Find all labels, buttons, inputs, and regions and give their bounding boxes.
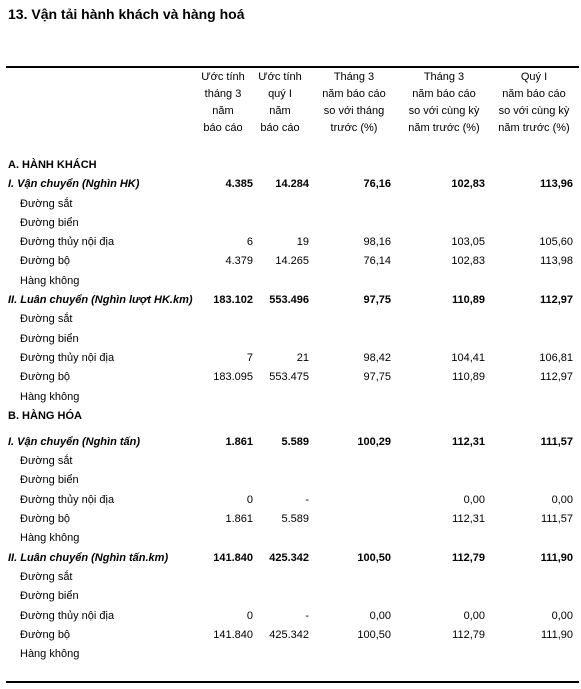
header-line: Ước tính bbox=[201, 71, 245, 83]
cell-col-4: 0,00 bbox=[463, 609, 485, 622]
header-line: năm báo cáo bbox=[502, 88, 566, 100]
cell-col-1: 4.379 bbox=[225, 255, 253, 268]
cell-col-4: 110,89 bbox=[452, 371, 485, 384]
row-label: Đường sắt bbox=[20, 313, 73, 326]
cell-col-4: 104,41 bbox=[451, 351, 485, 364]
row-label: Đường bộ bbox=[20, 513, 71, 526]
row-label: Đường biển bbox=[20, 590, 79, 603]
cell-col-3: 0,00 bbox=[369, 609, 391, 622]
group-row bbox=[6, 549, 579, 568]
row-label: I. Vận chuyển (Nghìn tấn) bbox=[8, 435, 141, 448]
cell-col-1: 1.861 bbox=[225, 513, 253, 526]
cell-col-2: - bbox=[305, 609, 309, 622]
header-line: Tháng 3 bbox=[423, 71, 465, 83]
group-row bbox=[6, 433, 579, 452]
cell-col-5: 0,00 bbox=[551, 493, 573, 506]
table-bottom-rule bbox=[6, 681, 579, 683]
table-row bbox=[6, 388, 579, 407]
table-row bbox=[6, 252, 579, 271]
cell-col-2: 553.475 bbox=[269, 371, 309, 384]
header-line: trước (%) bbox=[330, 122, 378, 134]
cell-col-2: 5.589 bbox=[281, 513, 309, 526]
header-col-4 bbox=[398, 69, 490, 137]
header-line: năm báo cáo bbox=[412, 88, 476, 100]
table-body bbox=[6, 156, 579, 664]
cell-col-1: 0 bbox=[246, 493, 253, 506]
header-line: năm bbox=[212, 105, 234, 117]
cell-col-4: 112,31 bbox=[451, 435, 485, 448]
header-line: báo cáo bbox=[203, 122, 243, 134]
cell-col-3: 100,50 bbox=[357, 628, 391, 641]
header-line: so với tháng bbox=[323, 105, 385, 117]
cell-col-5: 111,57 bbox=[540, 435, 573, 448]
cell-col-4: 102,83 bbox=[451, 178, 485, 191]
cell-col-3: 98,16 bbox=[363, 236, 391, 249]
row-label: Hàng không bbox=[20, 532, 80, 545]
row-label: II. Luân chuyển (Nghìn tấn.km) bbox=[8, 551, 169, 564]
cell-col-5: 0,00 bbox=[551, 609, 573, 622]
cell-col-5: 111,57 bbox=[540, 513, 573, 526]
cell-col-1: 183.095 bbox=[213, 371, 253, 384]
cell-col-1: 7 bbox=[246, 351, 253, 364]
cell-col-2: 14.284 bbox=[275, 178, 309, 191]
row-label: Đường sắt bbox=[20, 197, 73, 210]
cell-col-4: 112,79 bbox=[451, 551, 485, 564]
cell-col-4: 112,79 bbox=[452, 628, 485, 641]
header-line: so với cùng kỳ bbox=[408, 105, 480, 117]
table-row bbox=[6, 452, 579, 471]
header-col-2 bbox=[252, 69, 308, 137]
table-row bbox=[6, 471, 579, 490]
row-label: Đường thủy nội địa bbox=[20, 493, 115, 506]
table-row bbox=[6, 195, 579, 214]
cell-col-5: 106,81 bbox=[539, 351, 573, 364]
table-row bbox=[6, 272, 579, 291]
cell-col-2: 425.342 bbox=[269, 551, 309, 564]
table-row bbox=[6, 349, 579, 368]
cell-col-3: 100,50 bbox=[357, 551, 391, 564]
cell-col-2: 5.589 bbox=[281, 435, 309, 448]
cell-col-4: 112,31 bbox=[452, 513, 485, 526]
row-label: Đường bộ bbox=[20, 255, 71, 268]
table-row bbox=[6, 214, 579, 233]
cell-col-5: 113,98 bbox=[540, 255, 573, 268]
table-row bbox=[6, 529, 579, 548]
row-label: Đường biển bbox=[20, 474, 79, 487]
row-label: Đường sắt bbox=[20, 455, 73, 468]
row-label: Hàng không bbox=[20, 648, 80, 661]
cell-col-1: 0 bbox=[246, 609, 253, 622]
cell-col-2: 553.496 bbox=[269, 294, 309, 307]
table-row bbox=[6, 607, 579, 626]
cell-col-5: 111,90 bbox=[540, 551, 573, 564]
cell-col-5: 111,90 bbox=[540, 628, 573, 641]
cell-col-4: 103,05 bbox=[451, 236, 485, 249]
cell-col-4: 0,00 bbox=[463, 493, 485, 506]
cell-col-4: 102,83 bbox=[451, 255, 485, 268]
cell-col-2: - bbox=[305, 493, 309, 506]
table-row bbox=[6, 330, 579, 349]
cell-col-5: 113,96 bbox=[539, 178, 573, 191]
cell-col-2: 425.342 bbox=[269, 628, 309, 641]
cell-col-3: 97,75 bbox=[363, 371, 391, 384]
row-label: Hàng không bbox=[20, 274, 80, 287]
header-col-1 bbox=[196, 69, 250, 137]
cell-col-3: 100,29 bbox=[357, 435, 391, 448]
header-line: so với cùng kỳ bbox=[498, 105, 570, 117]
header-col-5 bbox=[490, 69, 578, 137]
page-title: 13. Vận tải hành khách và hàng hoá bbox=[8, 6, 245, 22]
cell-col-1: 6 bbox=[246, 236, 253, 249]
table-row bbox=[6, 626, 579, 645]
row-label: B. HÀNG HÓA bbox=[8, 409, 82, 422]
header-line: tháng 3 bbox=[204, 88, 242, 100]
table-row bbox=[6, 368, 579, 387]
table-row bbox=[6, 491, 579, 510]
group-row bbox=[6, 175, 579, 194]
table-header bbox=[6, 67, 579, 137]
section-row bbox=[6, 407, 579, 433]
cell-col-1: 141.840 bbox=[213, 551, 253, 564]
header-line: Tháng 3 bbox=[333, 71, 375, 83]
header-line: năm báo cáo bbox=[322, 88, 386, 100]
cell-col-2: 19 bbox=[296, 236, 309, 249]
table-row bbox=[6, 310, 579, 329]
header-line: Ước tính bbox=[258, 71, 302, 83]
cell-col-1: 141.840 bbox=[213, 628, 253, 641]
header-line: báo cáo bbox=[260, 122, 300, 134]
cell-col-3: 76,16 bbox=[363, 178, 391, 191]
table-row bbox=[6, 568, 579, 587]
header-line: Quý I bbox=[520, 71, 548, 83]
header-line: năm trước (%) bbox=[498, 122, 570, 134]
cell-col-1: 1.861 bbox=[225, 435, 253, 448]
header-line: năm trước (%) bbox=[408, 122, 480, 134]
row-label: Đường sắt bbox=[20, 570, 73, 583]
table-row bbox=[6, 587, 579, 606]
cell-col-1: 4.385 bbox=[225, 178, 253, 191]
header-line: quý I bbox=[268, 88, 292, 100]
cell-col-3: 97,75 bbox=[363, 294, 391, 307]
header-col-3 bbox=[314, 69, 394, 137]
row-label: Đường thủy nội địa bbox=[20, 236, 115, 249]
row-label: Đường thủy nội địa bbox=[20, 609, 115, 622]
table-row bbox=[6, 233, 579, 252]
row-label: Đường bộ bbox=[20, 371, 71, 384]
cell-col-3: 98,42 bbox=[363, 351, 391, 364]
cell-col-5: 112,97 bbox=[539, 294, 573, 307]
cell-col-2: 21 bbox=[296, 351, 309, 364]
row-label: Đường thủy nội địa bbox=[20, 351, 115, 364]
header-line: năm bbox=[269, 105, 291, 117]
section-row bbox=[6, 156, 579, 175]
row-label: Hàng không bbox=[20, 390, 80, 403]
row-label: Đường biển bbox=[20, 332, 79, 345]
row-label: Đường biển bbox=[20, 216, 79, 229]
row-label: II. Luân chuyển (Nghìn lượt HK.km) bbox=[8, 294, 193, 307]
table-row bbox=[6, 645, 579, 664]
row-label: A. HÀNH KHÁCH bbox=[8, 159, 97, 171]
cell-col-3: 76,14 bbox=[363, 255, 391, 268]
table-row bbox=[6, 510, 579, 529]
cell-col-5: 105,60 bbox=[539, 236, 573, 249]
cell-col-4: 110,89 bbox=[451, 294, 485, 307]
row-label: I. Vận chuyển (Nghìn HK) bbox=[8, 178, 140, 191]
cell-col-5: 112,97 bbox=[540, 371, 573, 384]
cell-col-1: 183.102 bbox=[213, 294, 253, 307]
row-label: Đường bộ bbox=[20, 628, 71, 641]
cell-col-2: 14.265 bbox=[275, 255, 309, 268]
group-row bbox=[6, 291, 579, 310]
